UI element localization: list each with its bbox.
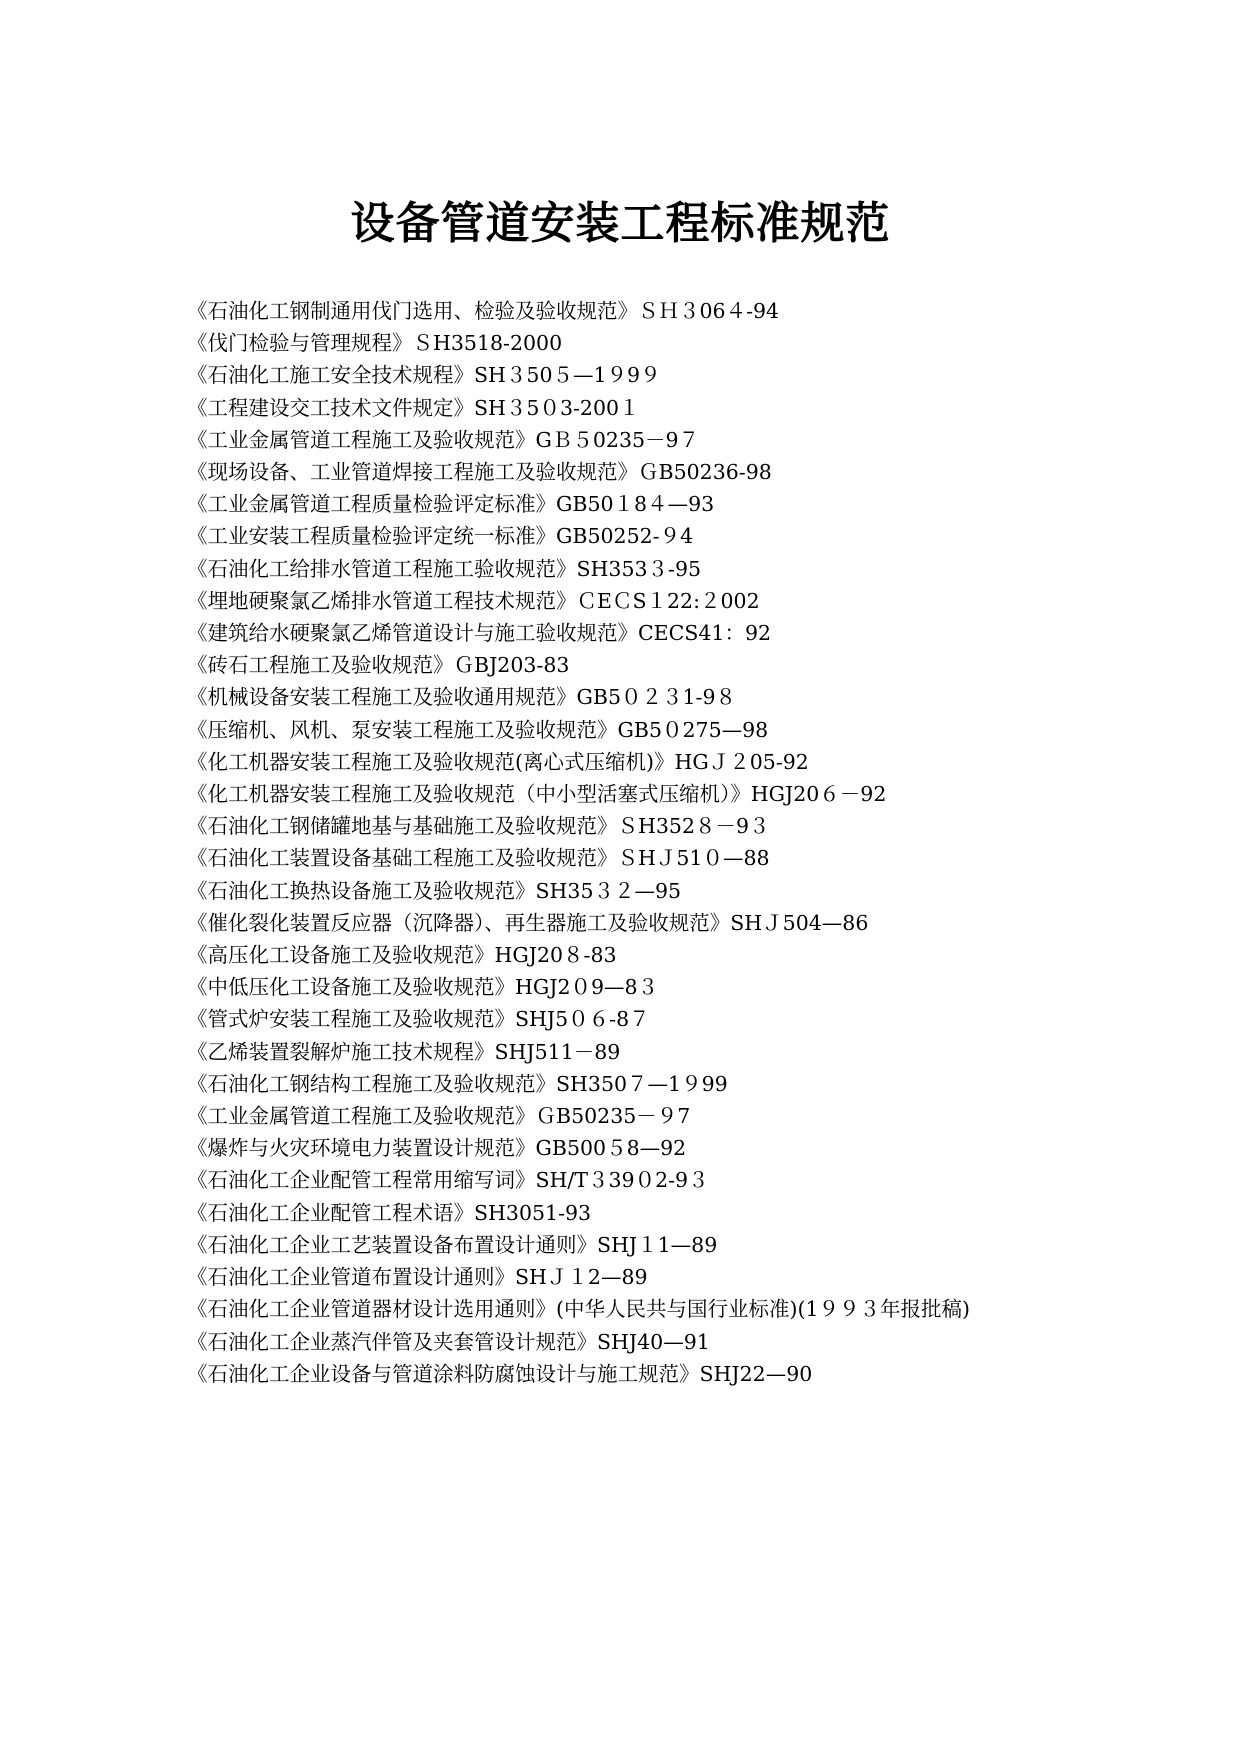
list-item: 《工业金属管道工程施工及验收规范》ＧB50235－９7: [187, 1104, 691, 1129]
list-item: 《石油化工钢结构工程施工及验收规范》SH350７—1９99: [187, 1071, 728, 1096]
list-item: 《埋地硬聚氯乙烯排水管道工程技术规范》ＣEＣS１22:２002: [187, 588, 760, 613]
list-item: 《石油化工施工安全技术规程》SH３50５—1９9９: [187, 363, 661, 388]
list-item: 《建筑给水硬聚氯乙烯管道设计与施工验收规范》CECS41：92: [187, 621, 772, 646]
list-item: 《石油化工企业蒸汽伴管及夹套管设计规范》SHJ40—91: [187, 1329, 710, 1354]
list-item: 《乙烯装置裂解炉施工技术规程》SHJ511－89: [187, 1039, 621, 1064]
list-item: 《高压化工设备施工及验收规范》HGJ20８-83: [187, 943, 617, 968]
list-item: 《石油化工钢储罐地基与基础施工及验收规范》ＳH352８－9３: [187, 814, 770, 839]
list-item: 《石油化工企业配管工程常用缩写词》SH/T３39０2-9３: [187, 1168, 709, 1193]
list-item: 《爆炸与火灾环境电力装置设计规范》GB500５8—92: [187, 1136, 687, 1161]
list-item: 《砖石工程施工及验收规范》ＧBJ203-83: [187, 653, 570, 678]
list-item: 《工业金属管道工程质量检验评定标准》GB50１8４—93: [187, 492, 715, 517]
list-item: 《伐门检验与管理规程》ＳH3518-2000: [187, 331, 563, 356]
list-item: 《石油化工企业设备与管道涂料防腐蚀设计与施工规范》SHJ22—90: [187, 1361, 813, 1386]
standards-list: [187, 295, 1067, 1390]
list-item: 《工业安装工程质量检验评定统一标准》GB50252-９4: [187, 524, 694, 549]
list-item: 《催化裂化装置反应器（沉降器）、再生器施工及验收规范》SHＪ504—86: [187, 910, 869, 935]
list-item: 《机械设备安装工程施工及验收通用规范》GB5０２３1-9８: [187, 685, 736, 710]
list-item: 《现场设备、工业管道焊接工程施工及验收规范》ＧB50236-98: [187, 460, 772, 485]
list-item: 《压缩机、风机、泵安装工程施工及验收规范》GB5０275—98: [187, 717, 769, 742]
list-item: 《石油化工企业管道器材设计选用通则》(中华人民共与国行业标准)(1９９３年报批稿): [187, 1297, 971, 1322]
list-item: 《石油化工钢制通用伐门选用、检验及验收规范》ＳＨ３06４-94: [187, 299, 780, 323]
list-item: 《石油化工企业管道布置设计通则》SHＪ１2—89: [187, 1265, 648, 1290]
list-item: 《石油化工企业配管工程术语》SH3051-93: [187, 1200, 592, 1225]
list-item: 《石油化工换热设备施工及验收规范》SH35３２—95: [187, 878, 682, 903]
list-item: 《石油化工装置设备基础工程施工及验收规范》ＳHＪ51０—88: [187, 846, 770, 871]
list-item: 《工业金属管道工程施工及验收规范》GＢ５0235－9７: [187, 427, 700, 452]
document-title: 设备管道安装工程标准规范: [350, 198, 891, 249]
list-item: 《中低压化工设备施工及验收规范》HGJ2０9—8３: [187, 975, 659, 1000]
list-item: 《石油化工给排水管道工程施工验收规范》SH353３-95: [187, 556, 702, 581]
list-item: 《管式炉安装工程施工及验收规范》SHJ5０６-8７: [187, 1007, 650, 1032]
list-item: 《工程建设交工技术文件规定》SH３5０3-200１: [187, 395, 640, 420]
list-item: 《化工机器安装工程施工及验收规范(离心式压缩机)》HGＪ２05-92: [187, 749, 809, 774]
list-item: 《化工机器安装工程施工及验收规范（中小型活塞式压缩机）》HGJ20６－92: [187, 782, 887, 807]
list-item: 《石油化工企业工艺装置设备布置设计通则》SHJ１1—89: [187, 1232, 718, 1257]
